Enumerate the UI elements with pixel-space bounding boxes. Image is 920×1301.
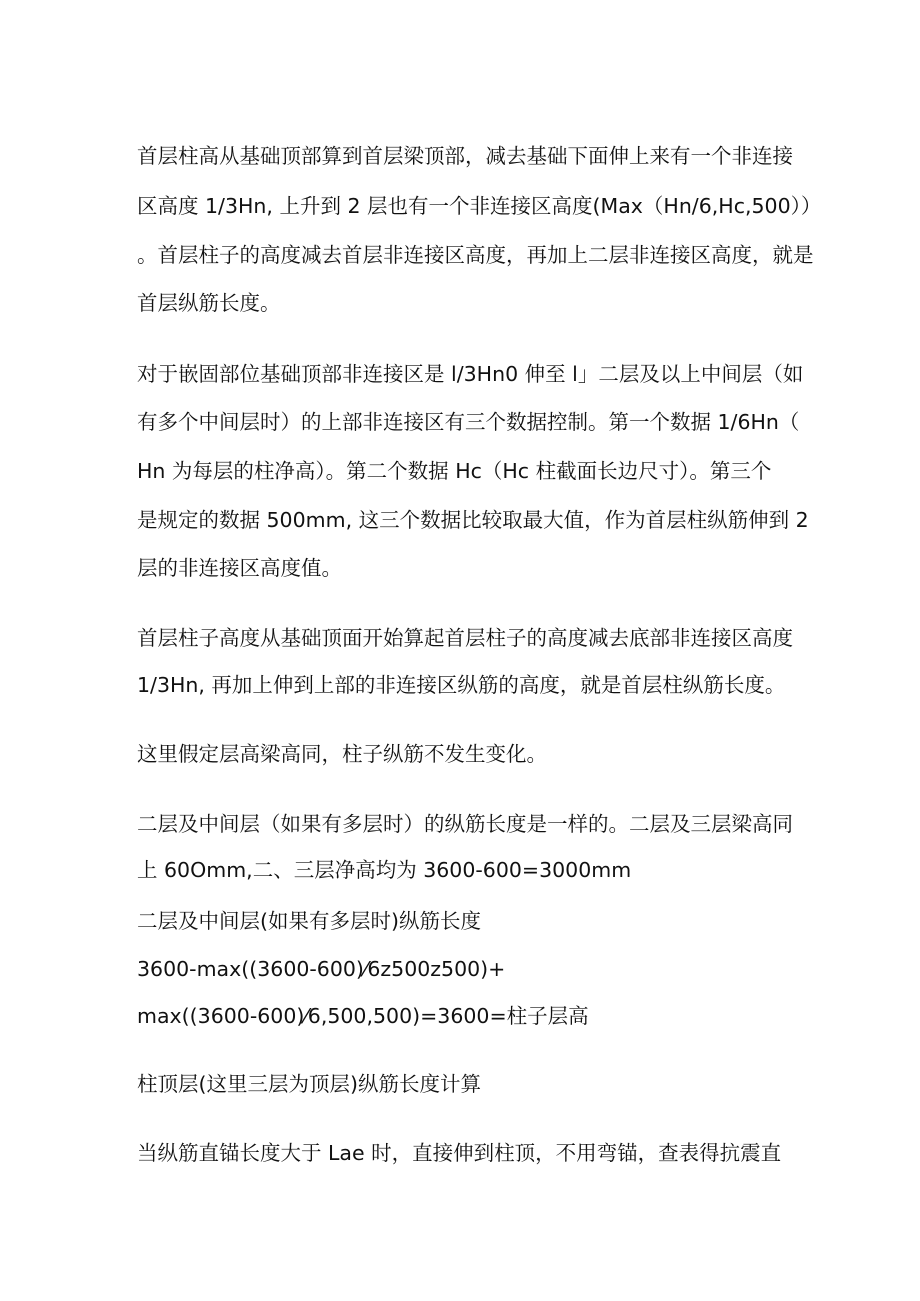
text-line: 这里假定层高梁高同，柱子纵筋不发生变化。 [137,742,547,766]
text-line: 是规定的数据 500mm, 这三个数据比较取最大值，作为首层柱纵筋伸到 2 [137,508,809,532]
text-line: 二层及中间层(如果有多层时)纵筋长度 [137,909,481,933]
text-line: 上 60Omm,二、三层净高均为 3600-600=3000mm [137,858,632,882]
text-line: 区高度 1/3Hn, 上升到 2 层也有一个非连接区高度(Max（Hn/6,Hc,500）） [137,194,822,218]
text-line: 二层及中间层（如果有多层时）的纵筋长度是一样的。二层及三层梁高同 [137,812,793,836]
text-line: 1/3Hn, 再加上伸到上部的非连接区纵筋的高度，就是首层柱纵筋长度。 [137,673,786,697]
text-line: 柱顶层(这里三层为顶层)纵筋长度计算 [137,1072,481,1096]
text-line: 。首层柱子的高度减去首层非连接区高度，再加上二层非连接区高度，就是 [137,243,814,267]
text-line: 层的非连接区高度值。 [137,556,342,580]
text-line: 首层柱高从基础顶部算到首层梁顶部，减去基础下面伸上来有一个非连接 [137,144,793,168]
text-line: 对于嵌固部位基础顶部非连接区是 l/3Hn0 伸至 l」二层及以上中间层（如 [137,362,804,386]
text-line: max((3600-600)⁄6,500,500)=3600=柱子层高 [137,1004,589,1028]
text-line: 首层柱子高度从基础顶面开始算起首层柱子的高度减去底部非连接区高度 [137,626,793,650]
text-line: 当纵筋直锚长度大于 Lae 时，直接伸到柱顶，不用弯锚，查表得抗震直 [137,1141,782,1165]
text-line: 有多个中间层时）的上部非连接区有三个数据控制。第一个数据 1/6Hn（ [137,410,800,434]
text-line: 3600-max((3600-600)⁄6z500z500)+ [137,957,506,981]
text-line: 首层纵筋长度。 [137,291,281,315]
text-line: Hn 为每层的柱净高）。第二个数据 Hc（Hc 柱截面长边尺寸）。第三个 [137,459,772,483]
